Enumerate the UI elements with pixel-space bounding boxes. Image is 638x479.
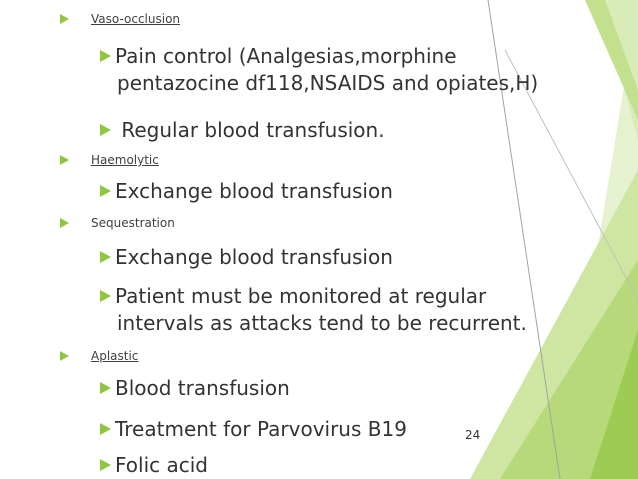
arrow-bullet-icon	[100, 50, 111, 62]
bullet-heading[interactable]: Haemolytic	[91, 153, 159, 167]
list-item	[100, 416, 407, 443]
item-text: Treatment for Parvovirus B19	[115, 417, 407, 441]
item-text: Exchange blood transfusion	[115, 179, 393, 203]
arrow-bullet-icon	[100, 423, 111, 435]
list-item	[100, 244, 393, 271]
bullet-heading[interactable]: Vaso-occlusion	[91, 12, 181, 26]
arrow-bullet-icon	[60, 351, 69, 361]
item-text: Regular blood transfusion.	[115, 118, 385, 142]
list-item	[100, 178, 393, 205]
arrow-bullet-icon	[100, 251, 111, 263]
arrow-bullet-icon	[100, 290, 111, 302]
item-text-continued: intervals as attacks tend to be recurrent.	[117, 311, 527, 335]
arrow-bullet-icon	[100, 185, 111, 197]
item-text: Folic acid	[115, 453, 208, 477]
item-text: Patient must be monitored at regular	[115, 284, 487, 308]
item-text: Exchange blood transfusion	[115, 245, 393, 269]
item-text: Pain control (Analgesias,morphine	[115, 44, 457, 68]
list-item	[100, 452, 208, 479]
arrow-bullet-icon	[100, 459, 111, 471]
list-item	[100, 283, 527, 337]
arrow-bullet-icon	[60, 155, 69, 165]
list-item	[100, 43, 538, 97]
page-number: 24	[465, 428, 481, 442]
item-text-continued: pentazocine df118,NSAIDS and opiates,H)	[117, 71, 539, 95]
arrow-bullet-icon	[100, 124, 111, 136]
arrow-bullet-icon	[100, 382, 111, 394]
list-item	[100, 375, 290, 402]
arrow-bullet-icon	[60, 218, 69, 228]
bullet-heading[interactable]: Aplastic	[91, 349, 139, 363]
list-item	[100, 117, 385, 144]
item-text: Blood transfusion	[115, 376, 290, 400]
bullet-heading: Sequestration	[91, 216, 175, 230]
arrow-bullet-icon	[60, 14, 69, 24]
